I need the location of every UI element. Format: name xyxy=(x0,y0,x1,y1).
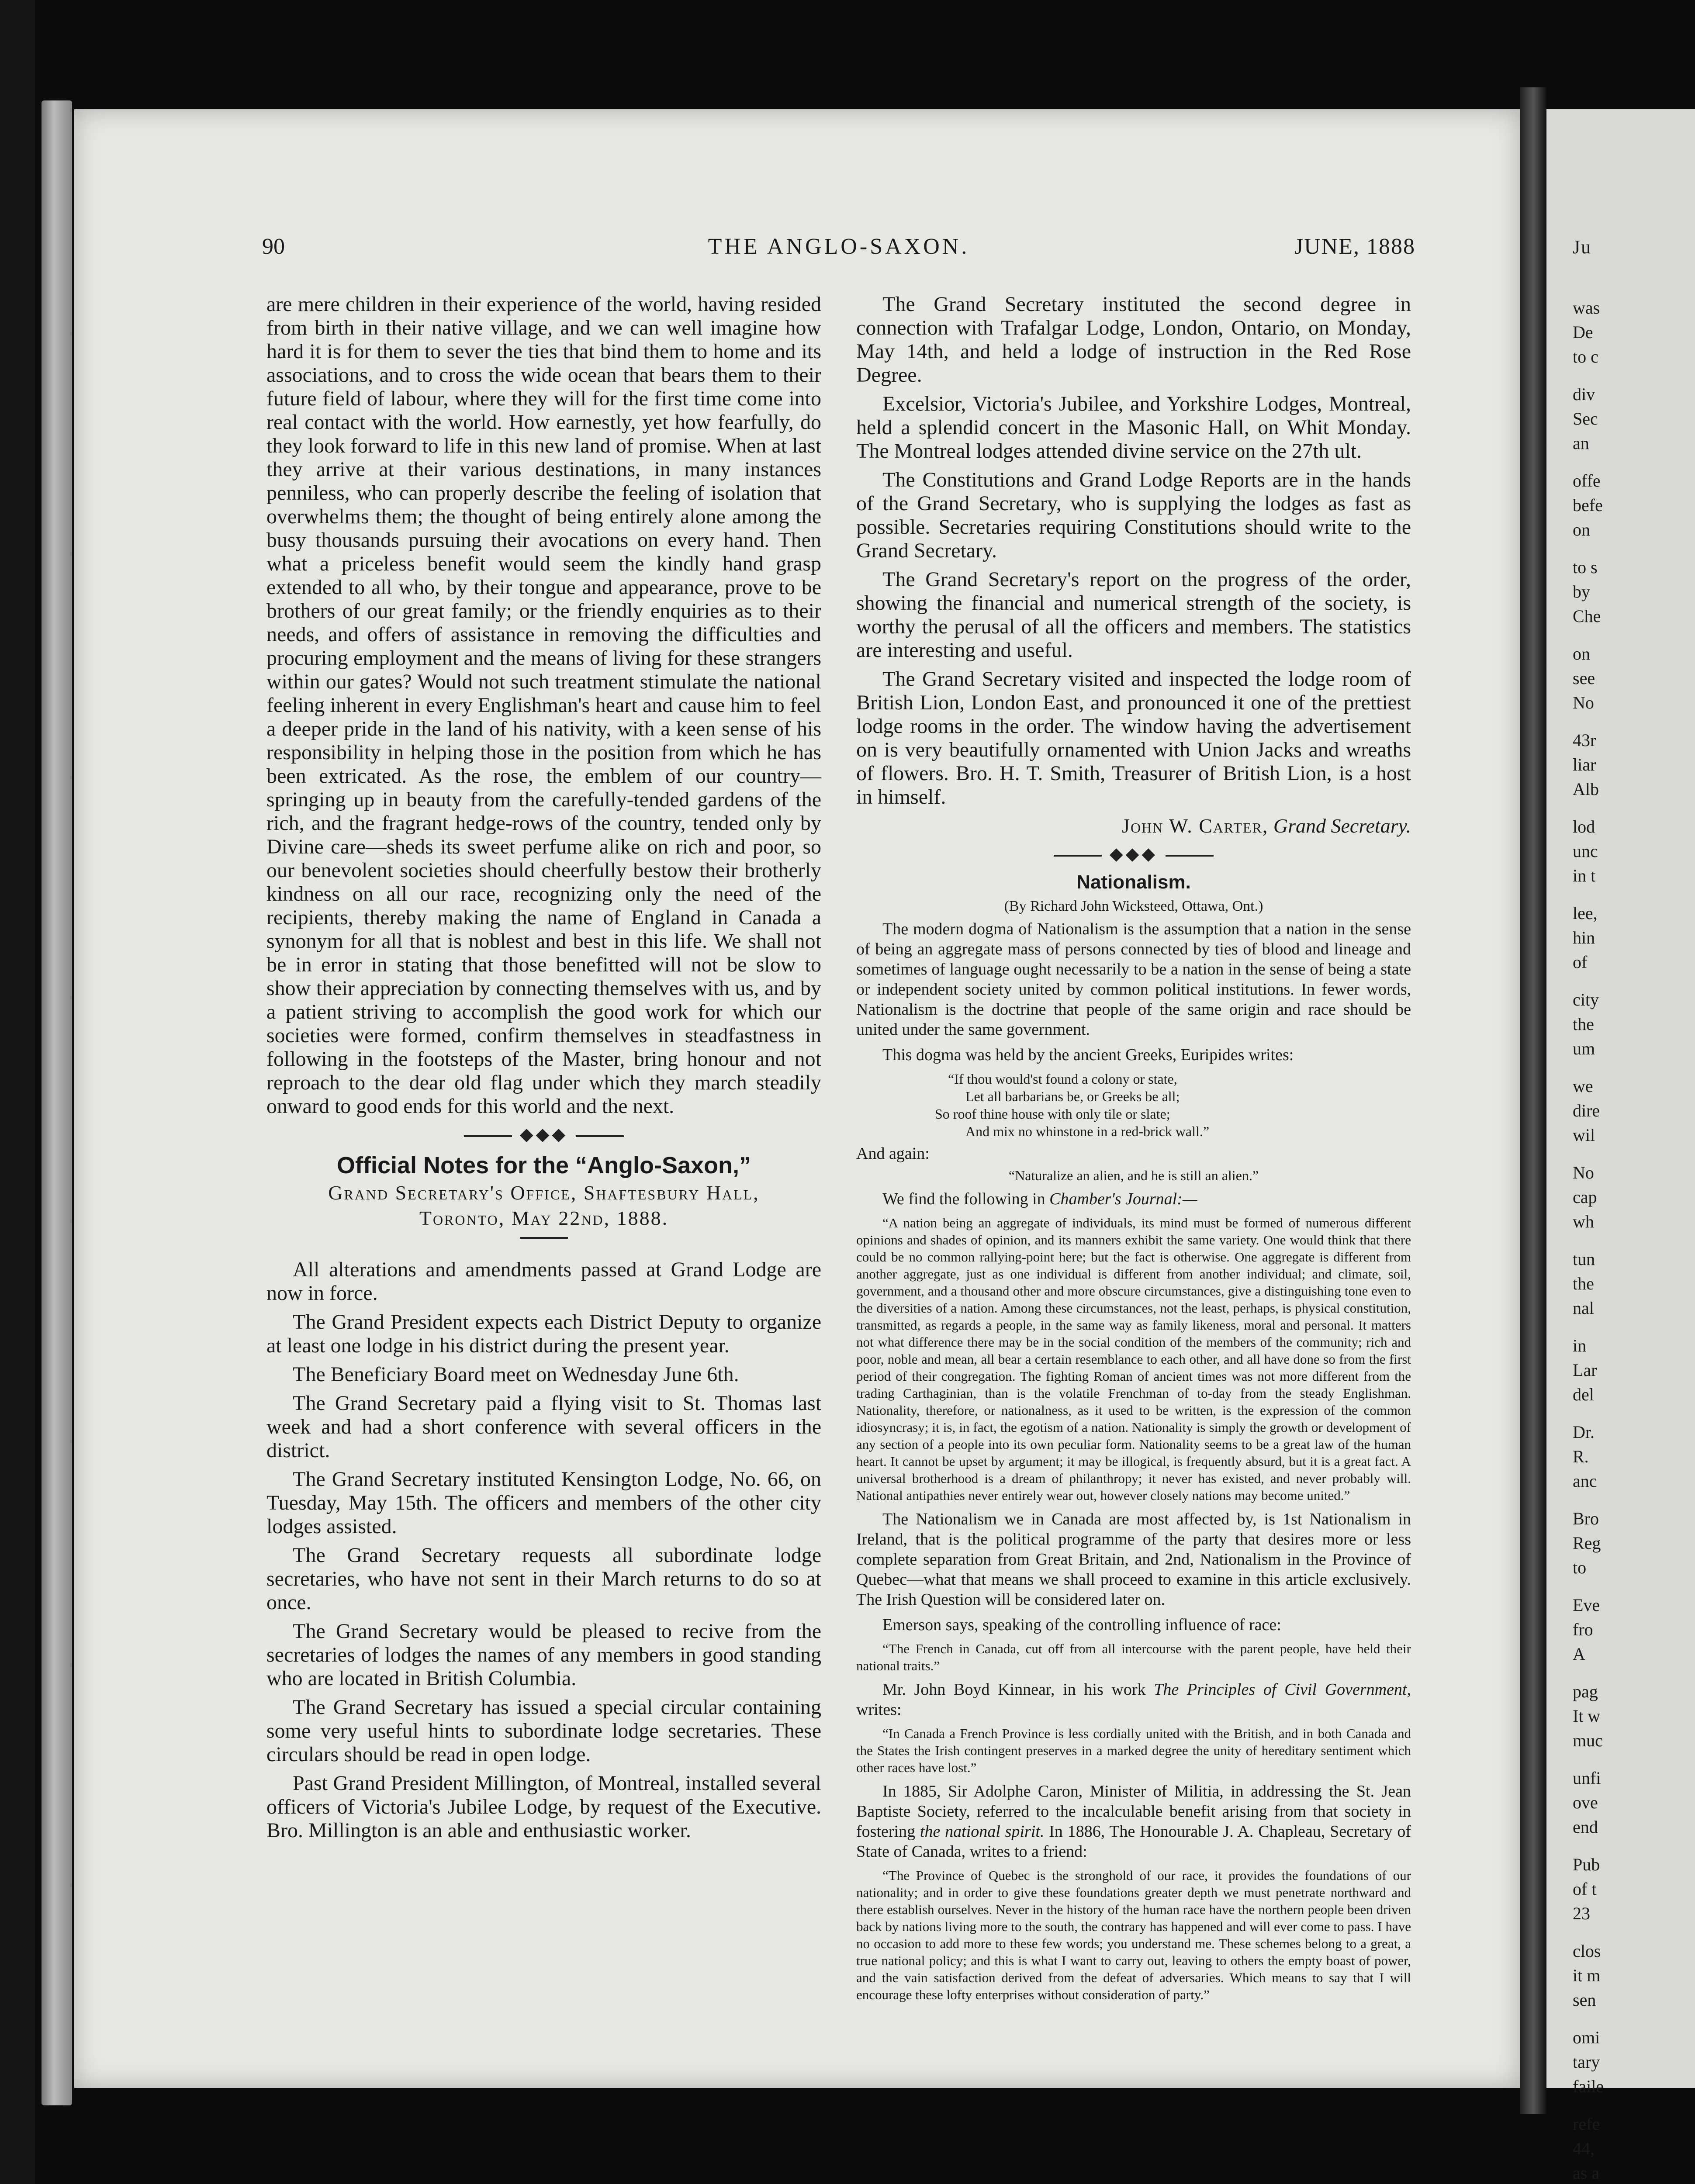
chambers-intro: We find the following in xyxy=(882,1190,1045,1208)
adjacent-line-fragment: by xyxy=(1573,582,1590,601)
block-quote: “In Canada a French Province is less cordially united with the British, and in both Canada and the States the Irish contingent preserves in a marked degree the unity of hereditary sentiment which other races have lost.” xyxy=(856,1726,1411,1775)
adjacent-line-fragment: No xyxy=(1573,693,1594,712)
official-note: The Beneficiary Board meet on Wednesday June 6th. xyxy=(293,1363,739,1386)
article-paragraph xyxy=(856,1679,1411,1720)
adjacent-line-fragment: R. xyxy=(1573,1447,1589,1466)
adjacent-line-fragment: ove xyxy=(1573,1793,1598,1812)
right-column xyxy=(856,293,1411,2008)
adjacent-line-fragment: A xyxy=(1573,1644,1585,1664)
caron-text: In 1885, Sir Adolphe Caron, Minister of Militia, in addressing the St. Jean Baptiste Society, referred to the incalculable benefit arising from that society in fostering xyxy=(856,1782,1411,1841)
signature-title: Grand Secretary. xyxy=(1273,815,1411,837)
kinnear-writes: writes: xyxy=(856,1700,902,1719)
adjacent-line-fragment: unfi xyxy=(1573,1768,1601,1788)
block-quote: “The French in Canada, cut off from all intercourse with the parent people, have held their national traits.” xyxy=(856,1641,1411,1673)
adjacent-line-fragment: of xyxy=(1573,952,1588,972)
official-note: Past Grand President Millington, of Montreal, installed several officers of Victoria's Jubilee Lodge, by request of the Executive. Bro. Millington is an able and enthusiastic worker. xyxy=(266,1772,821,1842)
article-paragraph: The Nationalism we in Canada are most affected by, is 1st Nationalism in Ireland, that is the political programme of the party that desires more or less complete separation from Great Britain, and 2nd, Nationalism in the Province of Quebec—what that means we shall proceed to examine in this article exclusively. The Irish Question will be considered later on. xyxy=(856,1510,1411,1609)
adjacent-line-fragment: we xyxy=(1573,1076,1593,1096)
official-note: The Grand Secretary's report on the progress of the order, showing the financial and numerical strength of the society, is worthy the perusal of all the officers and members. The statistics are interesting and useful. xyxy=(856,568,1411,662)
adjacent-line-fragment: 43r xyxy=(1573,730,1596,750)
official-note: The Grand Secretary requests all subordinate lodge secretaries, who have not sent in their March returns to do so at once. xyxy=(266,1544,821,1614)
official-note: The Grand Secretary instituted Kensington Lodge, No. 66, on Tuesday, May 15th. The officers and members of the other city lodges assisted. xyxy=(266,1468,821,1538)
official-note: The Grand Secretary would be pleased to recive from the secretaries of lodges the names of any members in good standing who are located in British Columbia. xyxy=(266,1620,821,1690)
adjacent-line-fragment: end xyxy=(1573,1817,1598,1837)
adjacent-line-fragment: Pub xyxy=(1573,1855,1600,1874)
adjacent-line-fragment: um xyxy=(1573,1039,1595,1058)
official-notes-office: Grand Secretary's Office, Shaftesbury Hall, xyxy=(328,1182,760,1204)
official-note: The Grand Secretary paid a flying visit to St. Thomas last week and had a short conference with several officers in the district. xyxy=(266,1392,821,1462)
section-ornament: ◆◆◆ xyxy=(266,1124,821,1144)
adjacent-page-fragment xyxy=(1546,109,1695,2183)
chapleau-text: In 1886, The Honourable J. A. Chapleau, Secretary of State of Canada, writes to a friend: xyxy=(856,1822,1411,1861)
official-note: The Grand Secretary instituted the second degree in connection with Trafalgar Lodge, London, Ontario, on Monday, May 14th, and held a lodge of instruction in the Red Rose Degree. xyxy=(856,293,1411,387)
adjacent-line-fragment: faile xyxy=(1573,2077,1604,2096)
adjacent-line-fragment: Reg xyxy=(1573,1533,1601,1553)
adjacent-line-fragment: No xyxy=(1573,1163,1594,1182)
continued-article-text: are mere children in their experience of the world, having resided from birth in their native village, and we can well imagine how hard it is for them to sever the ties that bind them to home and its associations, and to cross the wide ocean that bears them to their future field of labour, where they will for the first time come into real contact with the world. How earnestly, yet how fearfully, do they look forward to life in this new land of promise. When at last they arrive at their various destinations, in many instances penniless, who can properly describe the feeling of isolation that overwhelms them; the thought of being entirely alone among the busy thousands pursuing their avocations on every hand. Then what a priceless benefit would seem the kindly hand grasp extended to all who, by their tongue and appearance, prove to be brothers of our great family; or the friendly enquiries as to their needs, and offers of assistance in removing the difficulties and procuring employment and the means of living for these strangers within our gates? Would not such treatment stimulate the national feeling inherent in every Englishman's heart and cause him to feel a deeper pride in the land of his nativity, with a keen sense of his responsibility in helping those in the position from which he has been extricated. As the rose, the emblem of our country—springing up in beauty from the carefully-tended gardens of the rich, and the fragrant hedge-rows of the country, tended only by Divine care—sheds its sweet perfume alike on rich and poor, so our benevolent societies should cheerfully bestow their brotherly kindness on all our race, recognizing only the need of the recipients, thereby making the name of England in Canada a synonym for all that is noblest and best in this life. We shall not be in error in stating that those benefitted will not be slow to show their appreciation by connecting themselves with us, and by a patient striving to accomplish the good work for which our societies were formed, confirm themselves in steadfastness in following in the footsteps of the Master, bring honour and not reproach to the dear old flag under which they march steadily onward to good ends for this world and the next. xyxy=(266,293,821,1118)
chambers-source: Chamber's Journal:— xyxy=(1049,1190,1197,1208)
block-quote: “The Province of Quebec is the stronghold of our race, it provides the foundations of our nationality; and in order to give these foundations greater depth we must penetrate northward and there establish ourselves. Never in the history of the human race have the northern people been driven back by nations living more to the south, the contrary has happened and will ever come to pass. I have no occasion to add more to these few words; you understand me. These schemes belong to a great, a true national policy; and this is what I want to carry out, leaving to others the empty boast of power, and the vain satisfaction derived from the defeat of adversaries. Which means to say that I will encourage these lofty enterprises without consideration of party.” xyxy=(856,1868,1411,2002)
scan-border-left xyxy=(0,0,35,2184)
adjacent-line-fragment: sen xyxy=(1573,1990,1596,2010)
adjacent-line-fragment: on xyxy=(1573,644,1590,663)
adjacent-line-fragment: to c xyxy=(1573,347,1598,366)
adjacent-line-fragment: Dr. xyxy=(1573,1422,1595,1442)
official-note: The Grand President expects each District Deputy to organize at least one lodge in his district during the present year. xyxy=(266,1310,821,1357)
article-paragraph: And again: xyxy=(856,1144,930,1163)
adjacent-line-fragment: muc xyxy=(1573,1731,1603,1750)
adjacent-line-fragment: Alb xyxy=(1573,779,1599,799)
publication-title: THE ANGLO-SAXON. xyxy=(708,234,970,259)
article-paragraph xyxy=(856,1781,1411,1862)
national-spirit-emphasis: the national spirit. xyxy=(920,1822,1045,1841)
adjacent-line-fragment: 23 xyxy=(1573,1904,1590,1923)
signature-name: John W. Carter, xyxy=(1122,815,1269,837)
article-paragraph: Emerson says, speaking of the controlling influence of race: xyxy=(882,1616,1281,1634)
issue-date: JUNE, 1888 xyxy=(1294,234,1415,259)
block-quote: “Naturalize an alien, and he is still an alien.” xyxy=(1008,1168,1259,1183)
adjacent-line-fragment: an xyxy=(1573,433,1589,453)
official-note: All alterations and amendments passed at Grand Lodge are now in force. xyxy=(266,1258,821,1305)
adjacent-line-fragment: refe xyxy=(1573,2114,1600,2134)
adjacent-line-fragment: anc xyxy=(1573,1471,1597,1491)
adjacent-line-fragment: 44, xyxy=(1573,2139,1595,2158)
adjacent-line-fragment: unc xyxy=(1573,841,1598,861)
adjacent-line-fragment: Bro xyxy=(1573,1509,1599,1528)
kinnear-work: The Principles of Civil Government, xyxy=(1154,1680,1411,1699)
adjacent-line-fragment: see xyxy=(1573,668,1595,688)
adjacent-line-fragment: Eve xyxy=(1573,1595,1600,1615)
block-quote: “A nation being an aggregate of individuals, its mind must be formed of numerous different opinions and shades of opinion, and its manners exhibit the same variety. One would think that there could be no common rallying-point here; but the fact is otherwise. One aggregate is different from another aggregate, just as one individual is different from another individual; and climate, soil, government, and a thousand other and more obscure circumstances, give a distinguishing tone even to the diversities of a nation. Among these circumstances, not the least, perhaps, is physical constitution, transmitted, as regards a people, in the same way as family likeness, moral and personal. It matters not what difference there may be in the social condition of the members of the community; rich and poor, noble and mean, all bear a certain resemblance to each other, and all have done so from the first period of their congregation. The fighting Roman of ancient times was not more different from the trading Carthaginian, than is the volatile Frenchman of to-day from the steady Englishman. Nationality, therefore, or nationalness, as it used to be written, is the expression of the common idiosyncrasy; it is, in fact, the egotism of a nation. Nationality is simply the growth or development of any section of a people into its own peculiar form. Nationality seems to be a great law of the human heart. It cannot be upset by argument; it may be illogical, is frequently absurd, but it is a great fact. A universal brotherhood is a dream of philanthropy; it never has existed, and never probably will. National antipathies never entirely wear out, however closely nations may become united.” xyxy=(856,1215,1411,1503)
adjacent-line-fragment: tun xyxy=(1573,1249,1595,1269)
adjacent-line-fragment: cap xyxy=(1573,1187,1597,1207)
adjacent-line-fragment: nal xyxy=(1573,1298,1594,1318)
divider-rule xyxy=(520,1237,568,1239)
page-number: 90 xyxy=(262,234,285,259)
article-paragraph: The modern dogma of Nationalism is the assumption that a nation in the sense of being an aggregate mass of persons connected by ties of blood and lineage and sometimes of language ought necessarily to be a nation in the sense of being a state or independent society united by common political institutions. In fewer words, Nationalism is the doctrine that people of the same origin and race should be united under the same government. xyxy=(856,920,1411,1039)
adjacent-line-fragment: offe xyxy=(1573,471,1601,491)
adjacent-line-fragment: Lar xyxy=(1573,1360,1597,1380)
official-notes-dateline: Toronto, May 22nd, 1888. xyxy=(419,1207,669,1229)
adjacent-line-fragment: It w xyxy=(1573,1706,1601,1726)
adjacent-line-fragment: the xyxy=(1573,1014,1594,1034)
verse-line: And mix no whinstone in a red-brick wall.” xyxy=(965,1123,1210,1139)
adjacent-line-fragment: fro xyxy=(1573,1620,1593,1639)
adjacent-line-fragment: dire xyxy=(1573,1101,1600,1120)
page-stack-edge xyxy=(42,100,72,2105)
adjacent-line-fragment: clos xyxy=(1573,1941,1601,1961)
official-notes-title: Official Notes for the “Anglo-Saxon,” xyxy=(336,1152,751,1178)
article-paragraph: This dogma was held by the ancient Greeks, Euripides writes: xyxy=(882,1046,1294,1064)
adjacent-line-fragment: omi xyxy=(1573,2028,1600,2047)
verse-line: Let all barbarians be, or Greeks be all; xyxy=(965,1089,1180,1104)
adjacent-line-fragment: city xyxy=(1573,990,1599,1009)
official-note: The Grand Secretary visited and inspected the lodge room of British Lion, London East, and pronounced it one of the prettiest lodge rooms in the order. The window having the advertisement on is very beautifully ornamented with Union Jacks and wreaths of flowers. Bro. H. T. Smith, Treasurer of British Lion, is a host in himself. xyxy=(856,667,1411,809)
adjacent-line-fragment: pag xyxy=(1573,1682,1598,1701)
section-ornament: ◆◆◆ xyxy=(856,844,1411,864)
article-byline: (By Richard John Wicksteed, Ottawa, Ont.) xyxy=(1004,898,1263,914)
adjacent-line-fragment: was xyxy=(1573,298,1600,318)
verse-line: So roof thine house with only tile or slate; xyxy=(935,1106,1170,1122)
adjacent-line-fragment: in xyxy=(1573,1336,1587,1355)
verse-line: “If thou would'st found a colony or state, xyxy=(948,1071,1177,1087)
adjacent-line-fragment: befe xyxy=(1573,495,1603,515)
official-note: The Constitutions and Grand Lodge Reports are in the hands of the Grand Secretary, who is supplying the lodges as fast as possible. Secretaries requiring Constitutions should write to the Grand Secretary. xyxy=(856,468,1411,562)
adjacent-line-fragment: as a xyxy=(1573,2163,1600,2183)
adjacent-line-fragment: wh xyxy=(1573,1212,1594,1231)
book-gutter xyxy=(1520,87,1546,2114)
adjacent-line-fragment: De xyxy=(1573,322,1593,342)
adjacent-line-fragment: to xyxy=(1573,1558,1587,1577)
adjacent-line-fragment: Sec xyxy=(1573,409,1598,429)
adjacent-line-fragment: the xyxy=(1573,1274,1594,1293)
adjacent-line-fragment: to s xyxy=(1573,557,1598,577)
adjacent-line-fragment: lee, xyxy=(1573,903,1598,923)
official-note: The Grand Secretary has issued a special circular containing some very useful hints to subordinate lodge secretaries. These circulars should be read in open lodge. xyxy=(266,1696,821,1766)
adjacent-line-fragment: in t xyxy=(1573,866,1596,885)
adjacent-line-fragment: Che xyxy=(1573,606,1601,626)
signature xyxy=(856,814,1411,838)
article-paragraph xyxy=(856,1189,1411,1209)
adjacent-line-fragment: liar xyxy=(1573,755,1596,774)
adjacent-line-fragment: div xyxy=(1573,384,1595,404)
article-title: Nationalism. xyxy=(1076,871,1191,893)
official-note: Excelsior, Victoria's Jubilee, and Yorkshire Lodges, Montreal, held a splendid concert in the Masonic Hall, on Whit Monday. The Montreal lodges attended divine service on the 27th ult. xyxy=(856,392,1411,463)
left-column xyxy=(266,293,821,1848)
adjacent-line-fragment: del xyxy=(1573,1385,1594,1404)
adjacent-line-fragment: it m xyxy=(1573,1966,1601,1985)
adjacent-line-fragment: on xyxy=(1573,520,1590,539)
adjacent-line-fragment: tary xyxy=(1573,2052,1600,2072)
page-header xyxy=(262,234,1415,260)
euripides-verse xyxy=(856,1070,1411,1140)
adjacent-line-fragment: hin xyxy=(1573,928,1595,947)
adjacent-line-fragment: wil xyxy=(1573,1125,1595,1145)
kinnear-intro: Mr. John Boyd Kinnear, in his work xyxy=(882,1680,1146,1699)
adjacent-line-fragment: of t xyxy=(1573,1879,1597,1899)
adjacent-page-header: Ju xyxy=(1573,236,1592,258)
adjacent-line-fragment: lod xyxy=(1573,817,1595,836)
